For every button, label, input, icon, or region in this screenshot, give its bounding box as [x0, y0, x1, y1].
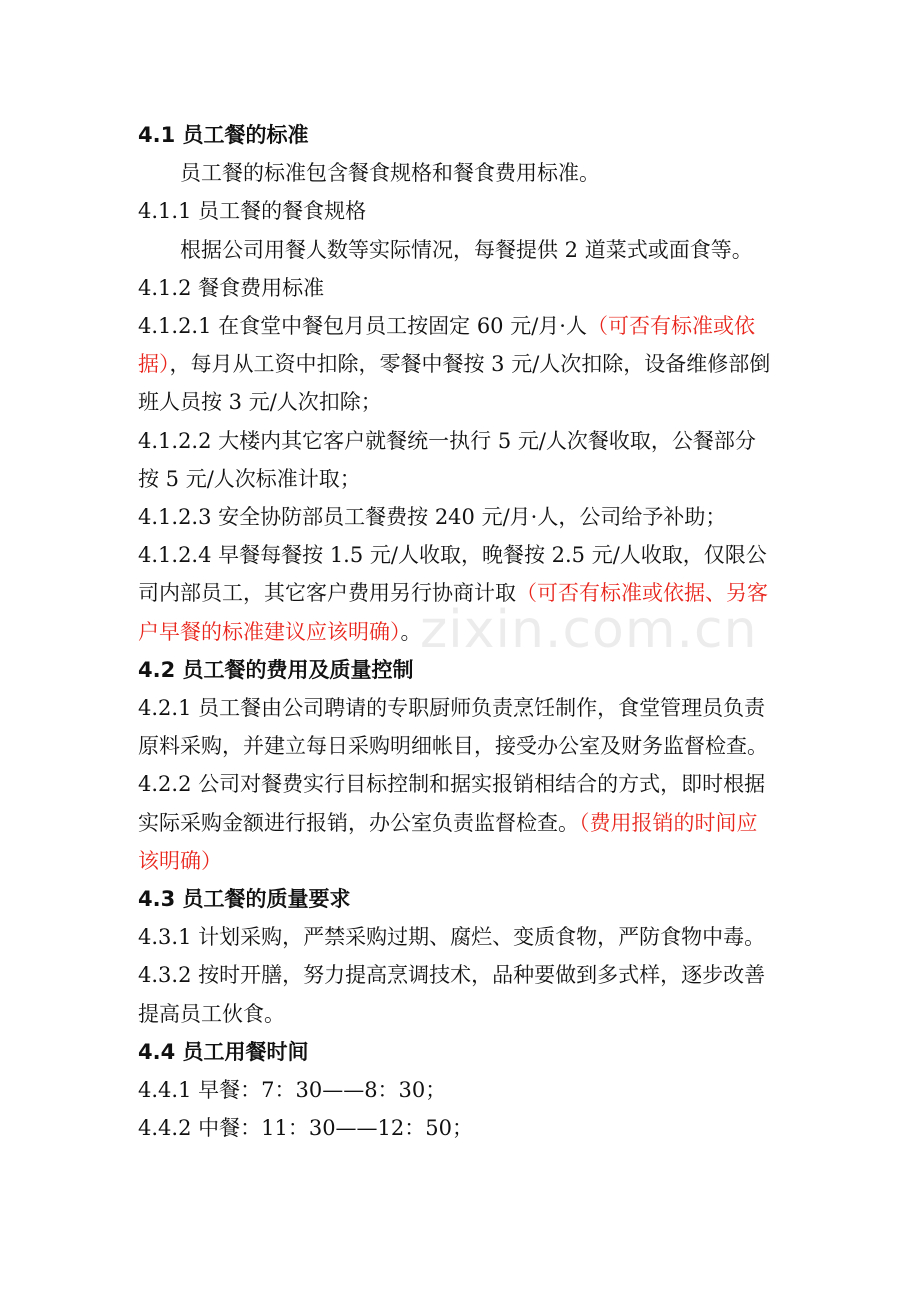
- text-span: 4.1.2.3 安全协防部员工餐费按 240 元/月·人，公司给予补助；: [138, 505, 727, 530]
- text-span: 4.1.2 餐食费用标准: [138, 275, 325, 300]
- section-heading: [138, 116, 788, 154]
- text-line: [138, 1071, 788, 1109]
- text-span: 4.3.2 按时开膳，努力提高烹调技术，品种要做到多式样，逐步改善: [138, 963, 766, 988]
- review-comment: 该明确）: [138, 848, 222, 873]
- text-span: 按 5 元/人次标准计取；: [138, 466, 361, 491]
- text-span: 4.2.2 公司对餐费实行目标控制和据实报销相结合的方式，即时根据: [138, 772, 766, 797]
- text-line: [138, 231, 788, 269]
- text-span: 4.2.1 员工餐由公司聘请的专职厨师负责烹饪制作，食堂管理员负责: [138, 696, 766, 721]
- text-line: [138, 804, 788, 842]
- text-line: [138, 422, 788, 460]
- text-line: [138, 765, 788, 803]
- section-heading: [138, 1033, 788, 1071]
- text-span: 4.1.2.4 早餐每餐按 1.5 元/人收取，晚餐按 2.5 元/人收取，仅限公: [138, 543, 767, 568]
- text-span: 根据公司用餐人数等实际情况，每餐提供 2 道菜式或面食等。: [180, 237, 753, 262]
- text-span: 4.3.1 计划采购，严禁采购过期、腐烂、变质食物，严防食物中毒。: [138, 925, 766, 950]
- text-span: 原料采购，并建立每日采购明细帐目，接受办公室及财务监督检查。: [138, 734, 768, 759]
- text-span: 4.3 员工餐的质量要求: [138, 887, 351, 912]
- text-span: 实际采购金额进行报销，办公室负责监督检查。: [138, 810, 579, 835]
- text-span: 4.1.2.1 在食堂中餐包月员工按固定 60 元/月·人: [138, 314, 587, 339]
- text-span: 4.1.1 员工餐的餐食规格: [138, 199, 367, 224]
- review-comment: （费用报销的时间应: [579, 810, 758, 835]
- text-line: [138, 842, 788, 880]
- text-line: [138, 689, 788, 727]
- text-line: [138, 727, 788, 765]
- review-comment: （可否有标准或依据、另客: [516, 581, 768, 606]
- text-span: 员工餐的标准包含餐食规格和餐食费用标准。: [180, 161, 600, 186]
- review-comment: 户早餐的标准建议应该明确）: [138, 619, 401, 644]
- review-comment: （可否有标准或依: [586, 314, 755, 339]
- text-line: [138, 536, 788, 574]
- text-span: 4.4.1 早餐：7：30——8：30；: [138, 1078, 447, 1103]
- text-line: [138, 1109, 788, 1147]
- text-span: 司内部员工，其它客户费用另行协商计取: [138, 581, 516, 606]
- text-line: [138, 269, 788, 307]
- text-line: [138, 345, 788, 383]
- document-body: [138, 116, 788, 1147]
- text-line: [138, 956, 788, 994]
- section-heading: [138, 880, 788, 918]
- text-line: [138, 383, 788, 421]
- text-span: 。: [400, 619, 422, 644]
- text-span: 4.4 员工用餐时间: [138, 1039, 309, 1064]
- section-heading: [138, 651, 788, 689]
- text-line: [138, 574, 788, 612]
- review-comment: 据）: [138, 352, 170, 377]
- text-line: [138, 498, 788, 536]
- text-span: 班人员按 3 元/人次扣除；: [138, 390, 382, 415]
- text-line: [138, 613, 788, 651]
- text-line: [138, 307, 788, 345]
- text-line: [138, 460, 788, 498]
- text-line: [138, 918, 788, 956]
- text-span: 4.1 员工餐的标准: [138, 123, 309, 147]
- text-line: [138, 154, 788, 192]
- text-span: 4.2 员工餐的费用及质量控制: [138, 657, 414, 682]
- text-span: 4.1.2.2 大楼内其它客户就餐统一执行 5 元/人次餐收取，公餐部分: [138, 428, 756, 453]
- text-span: 提高员工伙食。: [138, 1001, 285, 1026]
- text-span: 4.4.2 中餐：11：30——12：50；: [138, 1116, 473, 1141]
- text-span: ，每月从工资中扣除，零餐中餐按 3 元/人次扣除，设备维修部倒: [169, 352, 771, 377]
- text-line: [138, 192, 788, 230]
- watermark: zixin.com.cn: [420, 600, 758, 660]
- text-line: [138, 995, 788, 1033]
